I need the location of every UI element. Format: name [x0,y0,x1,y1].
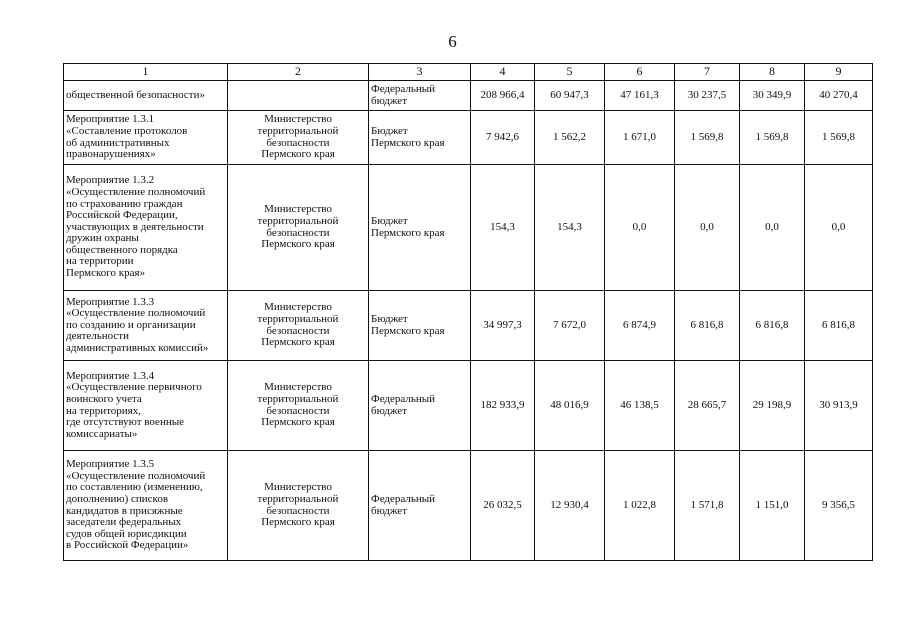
funding-source-cell-text: Федеральный бюджет [371,392,436,417]
amount-cell: 6 816,8 [805,291,873,361]
executor-cell-text: Министерство территориальной безопасности Пермского края [257,301,339,349]
amount-cell: 6 816,8 [675,291,740,361]
amount-cell: 154,3 [535,165,605,291]
page-number: 6 [448,32,457,51]
measure-cell [64,111,228,165]
measure-cell-text: Мероприятие 1.3.4 «Осуществление первичного воинского учета на территориях, где отсутствуют военные комиссариаты» [66,369,202,440]
measure-cell [64,81,228,111]
executor-cell-text: Министерство территориальной безопасности Пермского края [257,203,339,251]
table-row [64,291,873,361]
executor-cell-text: Министерство территориальной безопасности Пермского края [257,481,339,529]
column-number-5: 5 [535,64,605,81]
amount-cell: 47 161,3 [605,81,675,111]
measure-cell-text: Мероприятие 1.3.3 «Осуществление полномочий по созданию и организации деятельности административных комиссий» [66,295,209,354]
table-body [64,81,873,561]
column-number-1: 1 [64,64,228,81]
amount-cell: 1 569,8 [805,111,873,165]
amount-cell: 1 671,0 [605,111,675,165]
measure-cell [64,361,228,451]
executor-cell [228,165,369,291]
funding-source-cell-text: Бюджет Пермского края [371,214,445,239]
amount-cell: 30 349,9 [740,81,805,111]
executor-cell-text: Министерство территориальной безопасности Пермского края [257,113,339,161]
column-number-9: 9 [805,64,873,81]
amount-cell: 1 571,8 [675,451,740,561]
amount-cell: 6 816,8 [740,291,805,361]
measure-cell-text: Мероприятие 1.3.5 «Осуществление полномочий по составлению (изменению, дополнению) списков кандидатов в присяжные заседатели федеральных судов общей юрисдикции в Российской Федерации» [66,458,206,552]
amount-cell: 0,0 [605,165,675,291]
amount-cell: 60 947,3 [535,81,605,111]
column-number-3: 3 [369,64,471,81]
measure-cell [64,451,228,561]
budget-table [63,63,873,561]
amount-cell: 1 569,8 [740,111,805,165]
executor-cell [228,291,369,361]
amount-cell: 28 665,7 [675,361,740,451]
funding-source-cell [369,165,471,291]
executor-cell-text: Министерство территориальной безопасности Пермского края [257,381,339,429]
amount-cell: 182 933,9 [471,361,535,451]
amount-cell: 1 151,0 [740,451,805,561]
table-row [64,165,873,291]
executor-cell [228,111,369,165]
column-number-7: 7 [675,64,740,81]
funding-source-cell-text: Бюджет Пермского края [371,124,445,149]
amount-cell: 6 874,9 [605,291,675,361]
table-row [64,361,873,451]
column-number-2: 2 [228,64,369,81]
amount-cell: 34 997,3 [471,291,535,361]
funding-source-cell-text: Федеральный бюджет [371,82,436,107]
amount-cell: 12 930,4 [535,451,605,561]
measure-cell [64,165,228,291]
measure-cell [64,291,228,361]
amount-cell: 29 198,9 [740,361,805,451]
funding-source-cell-text: Федеральный бюджет [371,492,436,517]
amount-cell: 26 032,5 [471,451,535,561]
funding-source-cell [369,451,471,561]
amount-cell: 1 562,2 [535,111,605,165]
amount-cell: 208 966,4 [471,81,535,111]
amount-cell: 30 913,9 [805,361,873,451]
amount-cell: 0,0 [740,165,805,291]
executor-cell [228,451,369,561]
amount-cell: 48 016,9 [535,361,605,451]
amount-cell: 0,0 [675,165,740,291]
table-row [64,81,873,111]
funding-source-cell [369,81,471,111]
funding-source-cell [369,361,471,451]
column-number-row [64,64,873,81]
amount-cell: 1 022,8 [605,451,675,561]
amount-cell: 9 356,5 [805,451,873,561]
executor-cell [228,81,369,111]
amount-cell: 0,0 [805,165,873,291]
column-number-8: 8 [740,64,805,81]
measure-cell-text: общественной безопасности» [66,88,205,101]
table-header [64,64,873,81]
amount-cell: 7 942,6 [471,111,535,165]
amount-cell: 40 270,4 [805,81,873,111]
amount-cell: 7 672,0 [535,291,605,361]
funding-source-cell-text: Бюджет Пермского края [371,312,445,337]
amount-cell: 154,3 [471,165,535,291]
funding-source-cell [369,111,471,165]
measure-cell-text: Мероприятие 1.3.2 «Осуществление полномочий по страхованию граждан Российской Федерации, участвующих в деятельности дружин охраны общественного порядка на территории Пермского края» [66,174,206,280]
amount-cell: 46 138,5 [605,361,675,451]
executor-cell [228,361,369,451]
funding-source-cell [369,291,471,361]
table-row [64,111,873,165]
amount-cell: 30 237,5 [675,81,740,111]
measure-cell-text: Мероприятие 1.3.1 «Составление протоколов об административных правонарушениях» [66,113,188,161]
column-number-4: 4 [471,64,535,81]
table-row [64,451,873,561]
column-number-6: 6 [605,64,675,81]
amount-cell: 1 569,8 [675,111,740,165]
